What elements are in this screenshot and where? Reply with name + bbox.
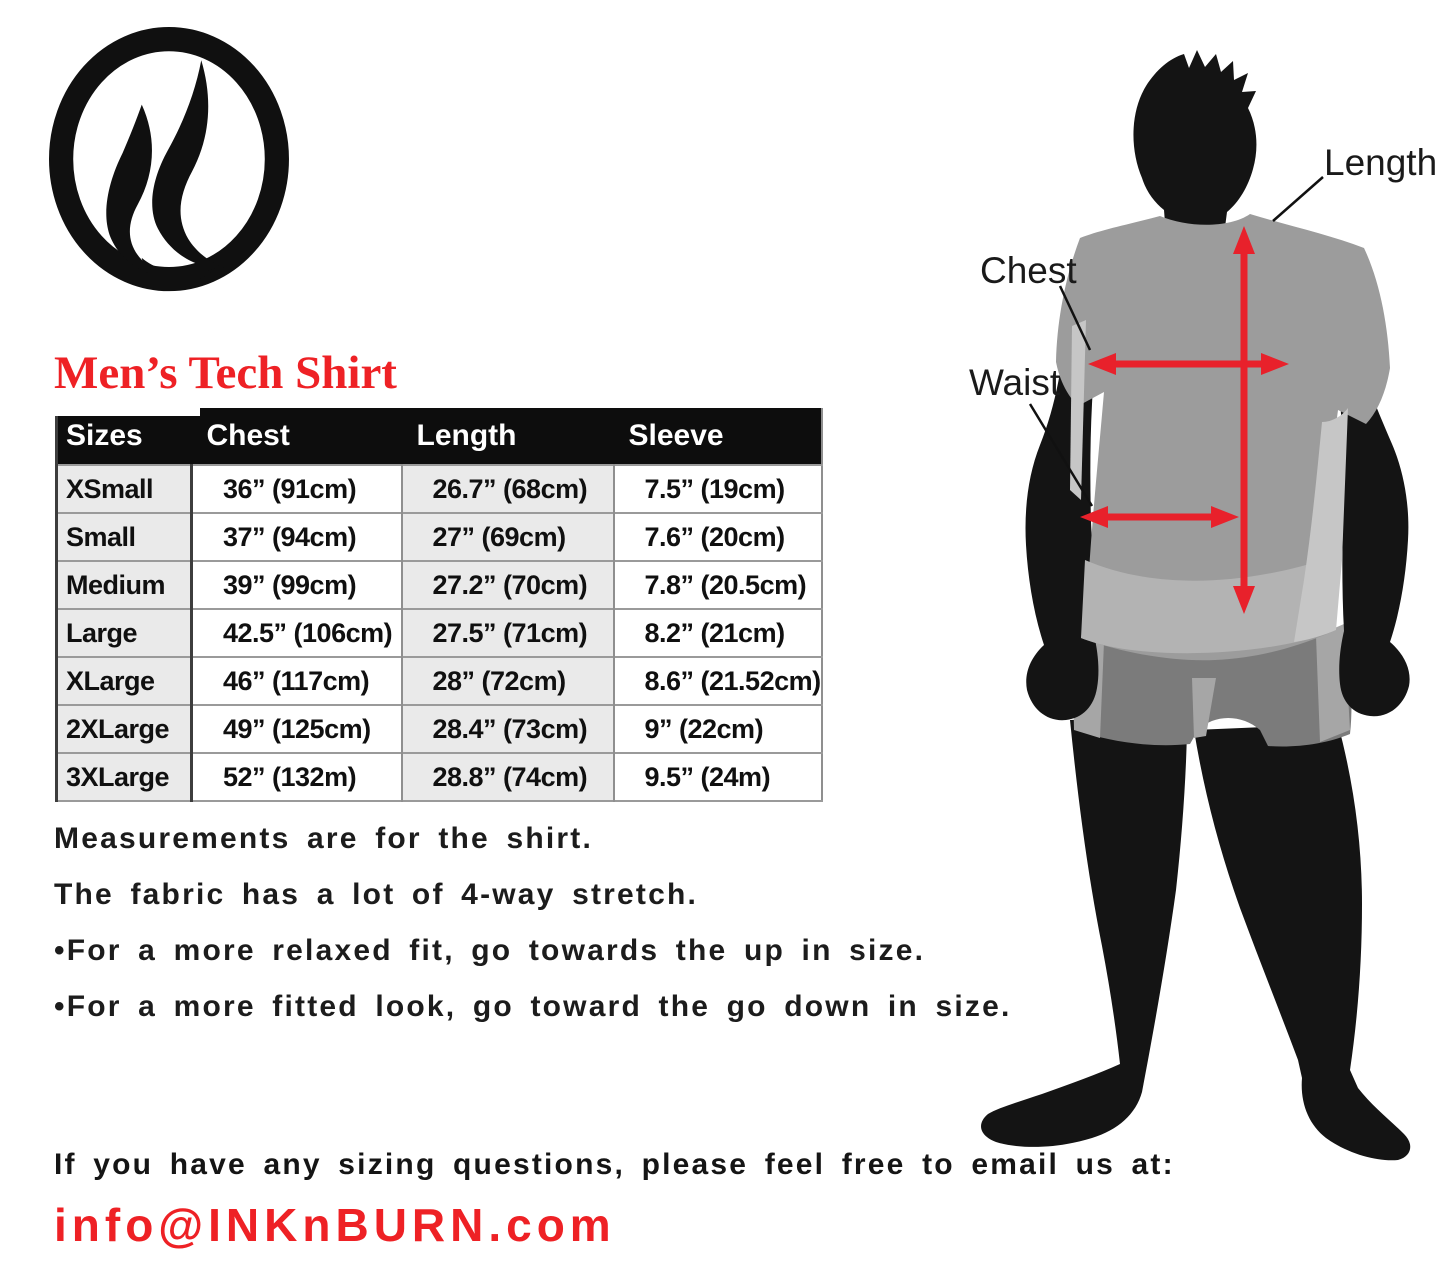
table-cell-length: 28.4” (73cm) (402, 705, 614, 753)
table-cell-length: 27.5” (71cm) (402, 609, 614, 657)
logo-flame-right (152, 60, 224, 268)
head-shape (1133, 50, 1256, 242)
sizing-notes (54, 822, 1012, 1046)
table-cell-sleeve: 7.8” (20.5cm) (614, 561, 822, 609)
table-cell-length: 28.8” (74cm) (402, 753, 614, 801)
table-cell-sleeve: 9.5” (24m) (614, 753, 822, 801)
table-header-row (57, 408, 822, 465)
man-silhouette-diagram (930, 30, 1445, 1180)
table-header-notch (55, 408, 200, 416)
table-cell-chest: 42.5” (106cm) (192, 609, 402, 657)
column-header-sizes: Sizes (57, 408, 192, 465)
note-line: •For a more fitted look, go toward the go down in size. (54, 990, 1012, 1023)
table-cell-sleeve: 7.6” (20cm) (614, 513, 822, 561)
table-cell-size: Medium (57, 561, 192, 609)
size-table-header (57, 408, 822, 465)
table-row (57, 513, 822, 561)
note-line: Measurements are for the shirt. (54, 822, 594, 855)
table-cell-length: 27.2” (70cm) (402, 561, 614, 609)
table-cell-size: XSmall (57, 465, 192, 513)
table-cell-length: 28” (72cm) (402, 657, 614, 705)
right-leg-shape (1194, 724, 1410, 1160)
table-cell-size: Large (57, 609, 192, 657)
table-cell-size: XLarge (57, 657, 192, 705)
waist-label: Waist (969, 362, 1061, 403)
table-cell-chest: 52” (132m) (192, 753, 402, 801)
table-cell-chest: 46” (117cm) (192, 657, 402, 705)
left-leg-shape (981, 716, 1187, 1147)
table-row (57, 561, 822, 609)
contact-prompt: If you have any sizing questions, please feel free to email us at: (54, 1148, 1175, 1181)
table-cell-size: Small (57, 513, 192, 561)
table-cell-sleeve: 8.2” (21cm) (614, 609, 822, 657)
chest-label: Chest (980, 250, 1077, 291)
measurement-figure (930, 30, 1445, 1180)
size-table (55, 408, 823, 802)
table-cell-size: 3XLarge (57, 753, 192, 801)
table-cell-chest: 37” (94cm) (192, 513, 402, 561)
length-leader-line (1273, 177, 1323, 221)
inknburn-flame-logo (48, 26, 290, 294)
table-row (57, 609, 822, 657)
table-cell-size: 2XLarge (57, 705, 192, 753)
tshirt-shape (1056, 214, 1390, 660)
length-label: Length (1324, 142, 1438, 183)
table-cell-sleeve: 9” (22cm) (614, 705, 822, 753)
page-title: Men’s Tech Shirt (54, 347, 397, 399)
table-row (57, 753, 822, 801)
table-cell-chest: 49” (125cm) (192, 705, 402, 753)
contact-email: info@INKnBURN.com (54, 1199, 616, 1251)
column-header-sleeve: Sleeve (614, 408, 822, 465)
column-header-length: Length (402, 408, 614, 465)
table-cell-sleeve: 7.5” (19cm) (614, 465, 822, 513)
note-line: •For a more relaxed fit, go towards the up in size. (54, 934, 926, 967)
table-cell-length: 26.7” (68cm) (402, 465, 614, 513)
flame-logo-graphic (48, 26, 290, 292)
table-row (57, 465, 822, 513)
table-cell-sleeve: 8.6” (21.52cm) (614, 657, 822, 705)
table-cell-chest: 36” (91cm) (192, 465, 402, 513)
size-table-body (57, 465, 822, 801)
table-cell-length: 27” (69cm) (402, 513, 614, 561)
table-cell-chest: 39” (99cm) (192, 561, 402, 609)
table-row (57, 657, 822, 705)
note-line: The fabric has a lot of 4-way stretch. (54, 878, 699, 911)
table-row (57, 705, 822, 753)
column-header-chest: Chest (192, 408, 402, 465)
